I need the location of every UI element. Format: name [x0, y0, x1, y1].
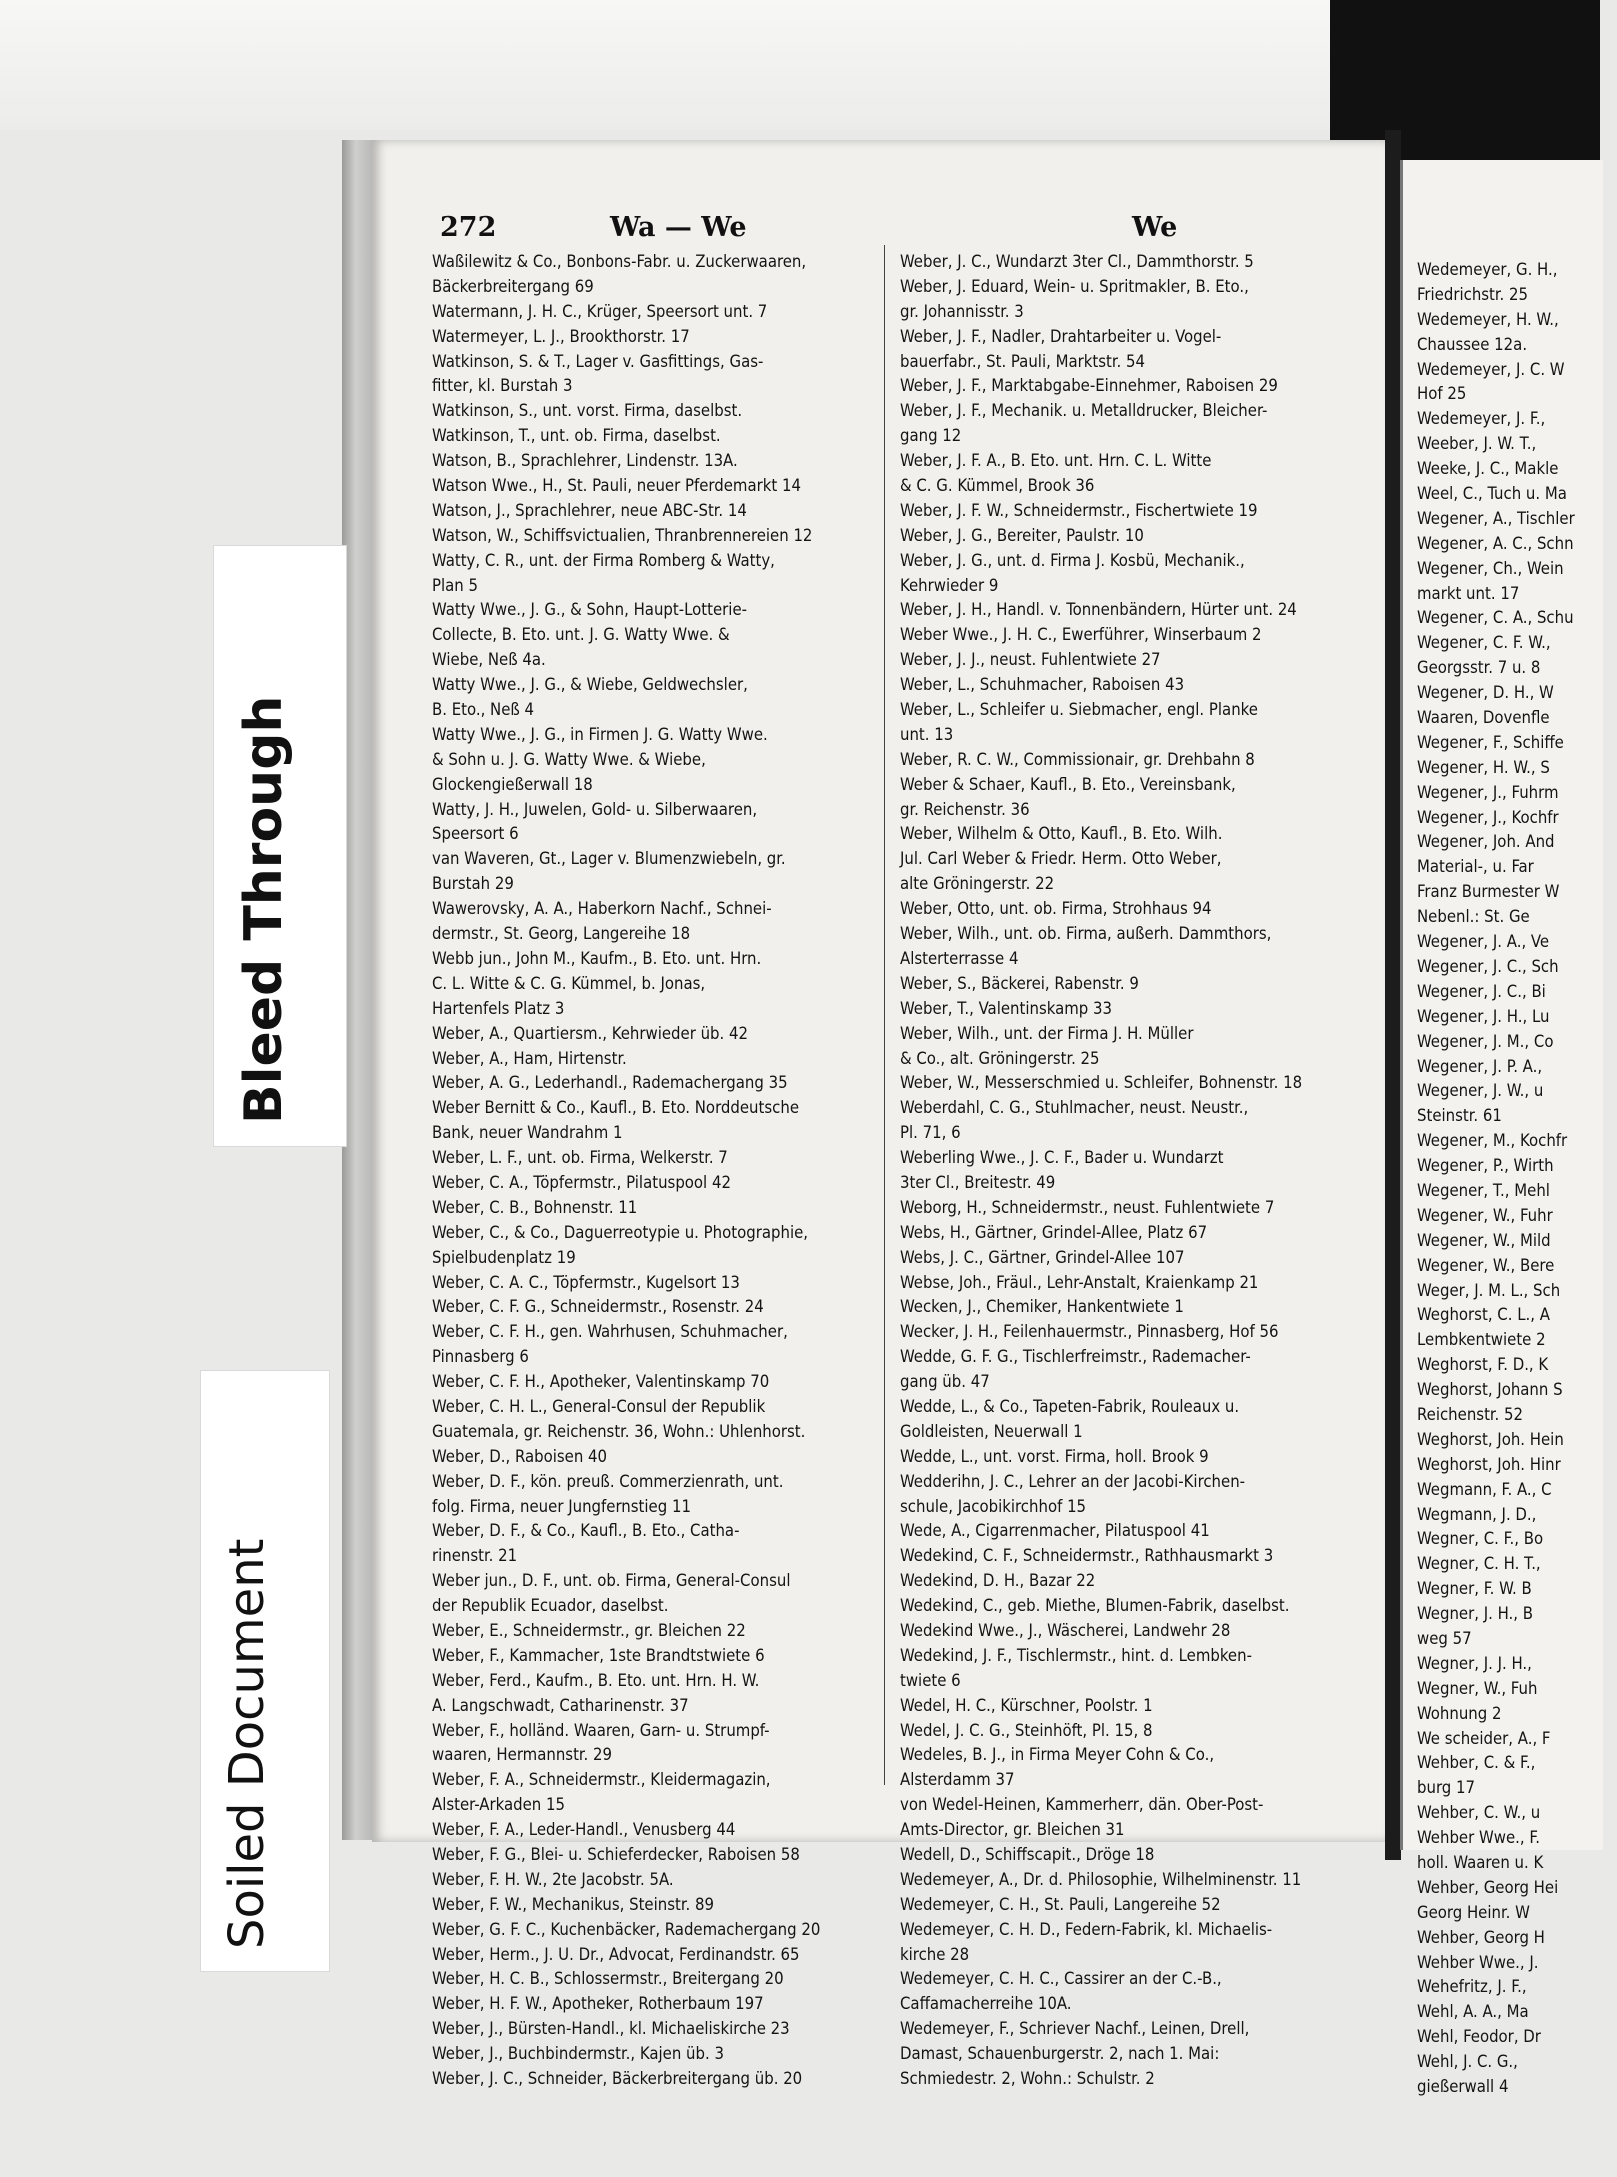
directory-entry: Weber, J. F., Nadler, Drahtarbeiter u. Vogel-	[900, 326, 1222, 346]
directory-entry: Wegener, Ch., Wein	[1417, 558, 1564, 578]
directory-entry: Weber, D., Raboisen 40	[432, 1446, 608, 1466]
directory-entry: Weberling Wwe., J. C. F., Bader u. Wundarzt	[900, 1148, 1224, 1168]
directory-entry: Wedde, L., unt. vorst. Firma, holl. Brook 9	[900, 1446, 1209, 1466]
directory-entry: Alster-Arkaden 15	[432, 1795, 565, 1815]
directory-entry: Weber & Schaer, Kaufl., B. Eto., Vereinsbank,	[900, 774, 1236, 794]
directory-entry: Weber, H. F. W., Apotheker, Rotherbaum 197	[432, 1994, 764, 2014]
directory-entry: Wedemeyer, C. H. C., Cassirer an der C.-B.,	[900, 1969, 1222, 1989]
directory-entry: Watty Wwe., J. G., & Sohn, Haupt-Lotterie-	[432, 600, 748, 620]
directory-entry: burg 17	[1417, 1778, 1475, 1798]
directory-entry: Friedrichstr. 25	[1417, 284, 1528, 304]
directory-entry: Weeber, J. W. T.,	[1417, 434, 1537, 454]
page-header-right: We	[1132, 212, 1178, 243]
bleed-through-text: Bleed Through	[234, 695, 294, 1124]
directory-entry: Weber, F. A., Schneidermstr., Kleidermagazin,	[432, 1770, 771, 1790]
directory-entry: Weber, J. F., Mechanik. u. Metalldrucker, Bleicher-	[900, 401, 1268, 421]
directory-entry: Weber, Otto, unt. ob. Firma, Strohhaus 94	[900, 899, 1212, 919]
directory-entry: Watson, B., Sprachlehrer, Lindenstr. 13A.	[432, 451, 738, 471]
directory-entry: Weber, F. H. W., 2te Jacobstr. 5A.	[432, 1869, 674, 1889]
directory-entry: Weber Bernitt & Co., Kaufl., B. Eto. Norddeutsche	[432, 1098, 800, 1118]
directory-entry: alte Gröningerstr. 22	[900, 874, 1055, 894]
directory-entry: Hof 25	[1417, 384, 1467, 404]
directory-entry: Weber, J. F. A., B. Eto. unt. Hrn. C. L. Witte	[900, 451, 1212, 471]
directory-entry: Webs, J. C., Gärtner, Grindel-Allee 107	[900, 1247, 1185, 1267]
directory-page	[372, 140, 1386, 2089]
directory-entry: gießerwall 4	[1417, 2077, 1509, 2097]
directory-entry: rinenstr. 21	[432, 1546, 518, 1566]
directory-entry: Wehber, Georg Hei	[1417, 1877, 1559, 1897]
directory-entry: Wegener, J. W., u	[1417, 1081, 1544, 1101]
directory-entry: Weghorst, C. L., A	[1417, 1305, 1550, 1325]
directory-entry: Material-, u. Far	[1417, 857, 1534, 877]
bleed-through-label	[213, 545, 347, 1147]
directory-entry: Wehl, A. A., Ma	[1417, 2002, 1529, 2022]
directory-entry: Wedekind, C. F., Schneidermstr., Rathhausmarkt 3	[900, 1546, 1274, 1566]
directory-entry: Weber, S., Bäckerei, Rabenstr. 9	[900, 973, 1139, 993]
directory-entry: der Republik Ecuador, daselbst.	[432, 1596, 669, 1616]
directory-entry: Weber, L., Schleifer u. Siebmacher, engl. Planke	[900, 700, 1258, 720]
directory-entry: Weber, F., holländ. Waaren, Garn- u. Strumpf-	[432, 1720, 770, 1740]
directory-entry: Weber, C. H. L., General-Consul der Republik	[432, 1396, 766, 1416]
directory-entry: Watty Wwe., J. G., & Wiebe, Geldwechsler,	[432, 675, 748, 695]
directory-entry: Weber, A., Ham, Hirtenstr.	[432, 1048, 627, 1068]
directory-entry: Wehber Wwe., F.	[1417, 1828, 1541, 1848]
directory-entry: Weberdahl, C. G., Stuhlmacher, neust. Neustr.,	[900, 1098, 1249, 1118]
directory-entry: Alsterdamm 37	[900, 1770, 1015, 1790]
directory-entry: Wehl, J. C. G.,	[1417, 2052, 1518, 2072]
directory-entry: Weeke, J. C., Makle	[1417, 459, 1559, 479]
directory-entry: Wegener, J. H., Lu	[1417, 1006, 1550, 1026]
directory-entry: Watty, C. R., unt. der Firma Romberg & Watty,	[432, 550, 775, 570]
directory-entry: Weel, C., Tuch u. Ma	[1417, 484, 1567, 504]
directory-entry: Hartenfels Platz 3	[432, 998, 565, 1018]
directory-entry: Weber, J. G., unt. d. Firma J. Kosbü, Mechanik.,	[900, 550, 1245, 570]
directory-entry: Franz Burmester W	[1417, 882, 1560, 902]
directory-entry: Weghorst, F. D., K	[1417, 1355, 1549, 1375]
directory-entry: Amts-Director, gr. Bleichen 31	[900, 1820, 1125, 1840]
directory-entry: Wegener, A., Tischler	[1417, 508, 1575, 528]
directory-entry: Weber, T., Valentinskamp 33	[900, 998, 1112, 1018]
directory-entry: Wedemeyer, J. C. W	[1417, 359, 1565, 379]
directory-entry: Wegner, W., Fuh	[1417, 1678, 1538, 1698]
directory-entry: Wecken, J., Chemiker, Hankentwiete 1	[900, 1297, 1184, 1317]
directory-entry: Wede, A., Cigarrenmacher, Pilatuspool 41	[900, 1521, 1210, 1541]
directory-entry: Wedel, H. C., Kürschner, Poolstr. 1	[900, 1695, 1153, 1715]
directory-entry: Wedemeyer, J. F.,	[1417, 409, 1546, 429]
directory-entry: Weber, A. G., Lederhandl., Rademachergang 35	[432, 1073, 788, 1093]
directory-entry: Watson, J., Sprachlehrer, neue ABC-Str. 14	[432, 500, 747, 520]
directory-entry: dermstr., St. Georg, Langereihe 18	[432, 924, 691, 944]
directory-entry: Nebenl.: St. Ge	[1417, 907, 1530, 927]
directory-entry: Wegener, A. C., Schn	[1417, 533, 1574, 553]
directory-entry: Weber, L. F., unt. ob. Firma, Welkerstr. 7	[432, 1148, 728, 1168]
directory-entry: Watty Wwe., J. G., in Firmen J. G. Watty Wwe.	[432, 724, 768, 744]
directory-entry: Collecte, B. Eto. unt. J. G. Watty Wwe. &	[432, 625, 730, 645]
directory-entry: Schmiedestr. 2, Wohn.: Schulstr. 2	[900, 2069, 1155, 2089]
directory-entry: Chaussee 12a.	[1417, 334, 1528, 354]
directory-entry: Waaren, Dovenfle	[1417, 708, 1550, 728]
directory-entry: We scheider, A., F	[1417, 1728, 1551, 1748]
directory-entry: A. Langschwadt, Catharinenstr. 37	[432, 1695, 689, 1715]
directory-entry: Wedde, L., & Co., Tapeten-Fabrik, Rouleaux u.	[900, 1396, 1240, 1416]
directory-entry: twiete 6	[900, 1670, 961, 1690]
directory-entry: Wehl, Feodor, Dr	[1417, 2027, 1541, 2047]
directory-entry: Wehber, C. W., u	[1417, 1803, 1541, 1823]
directory-entry: markt unt. 17	[1417, 583, 1520, 603]
directory-entry: Weber, F. W., Mechanikus, Steinstr. 89	[432, 1894, 714, 1914]
directory-entry: Wegener, J. P. A.,	[1417, 1056, 1543, 1076]
directory-entry: Weber, J. F., Marktabgabe-Einnehmer, Raboisen 29	[900, 376, 1278, 396]
directory-entry: Weber, C. A. C., Töpfermstr., Kugelsort 13	[432, 1272, 740, 1292]
directory-entry: Weber, F., Kammacher, 1ste Brandtstwiete 6	[432, 1645, 765, 1665]
directory-entry: Weber, Herm., J. U. Dr., Advocat, Ferdinandstr. 65	[432, 1944, 800, 1964]
column-divider	[884, 245, 885, 1785]
directory-entry: Wegmann, J. D.,	[1417, 1504, 1537, 1524]
directory-entry: Wegener, W., Bere	[1417, 1255, 1555, 1275]
directory-entry: Weber, W., Messerschmied u. Schleifer, Bohnenstr. 18	[900, 1073, 1303, 1093]
page-gutter	[1385, 130, 1401, 1860]
directory-entry: Bank, neuer Wandrahm 1	[432, 1123, 623, 1143]
directory-entry: Wegener, J. A., Ve	[1417, 932, 1550, 952]
directory-entry: Wedekind, C., geb. Miethe, Blumen-Fabrik, daselbst.	[900, 1596, 1290, 1616]
directory-entry: Wedemeyer, C. H. D., Federn-Fabrik, kl. Michaelis-	[900, 1919, 1273, 1939]
directory-entry: Wegener, Joh. And	[1417, 832, 1555, 852]
directory-entry: Wegener, J. C., Bi	[1417, 981, 1546, 1001]
directory-entry: Wedeles, B. J., in Firma Meyer Cohn & Co.,	[900, 1745, 1215, 1765]
directory-entry: Wehber, Georg H	[1417, 1927, 1545, 1947]
directory-entry: Wehefritz, J. F.,	[1417, 1977, 1527, 1997]
directory-entry: Wedel, J. C. G., Steinhöft, Pl. 15, 8	[900, 1720, 1153, 1740]
directory-entry: Wedemeyer, A., Dr. d. Philosophie, Wilhelminenstr. 11	[900, 1869, 1302, 1889]
directory-entry: gr. Reichenstr. 36	[900, 799, 1030, 819]
directory-entry: Weger, J. M. L., Sch	[1417, 1280, 1561, 1300]
directory-entry: Guatemala, gr. Reichenstr. 36, Wohn.: Uhlenhorst.	[432, 1421, 806, 1441]
directory-entry: Weber, C. A., Töpfermstr., Pilatuspool 42	[432, 1172, 731, 1192]
directory-entry: Wegener, H. W., S	[1417, 757, 1550, 777]
directory-entry: Wedell, D., Schiffscapit., Dröge 18	[900, 1845, 1155, 1864]
directory-entry: Watermeyer, L. J., Brookthorstr. 17	[432, 326, 690, 346]
directory-entry: Wegner, C. H. T.,	[1417, 1554, 1541, 1574]
directory-entry: Weber, J. H., Handl. v. Tonnenbändern, Hürter unt. 24	[900, 600, 1297, 620]
directory-entry: gang üb. 47	[900, 1372, 990, 1392]
directory-entry: Georg Heinr. W	[1417, 1902, 1530, 1922]
directory-entry: unt. 13	[900, 724, 954, 744]
directory-entry: Wedekind, D. H., Bazar 22	[900, 1571, 1096, 1591]
directory-entry: Wedemeyer, G. H.,	[1417, 260, 1558, 279]
directory-entry: Wegener, J. M., Co	[1417, 1031, 1554, 1051]
directory-entry: Wedde, G. F. G., Tischlerfreimstr., Rademacher-	[900, 1347, 1251, 1367]
directory-entry: Jul. Carl Weber & Friedr. Herm. Otto Weber,	[900, 849, 1222, 869]
directory-entry: Waßilewitz & Co., Bonbons-Fabr. u. Zuckerwaaren,	[432, 252, 807, 271]
directory-entry: kirche 28	[900, 1944, 970, 1964]
directory-entry: Weber, C. F. H., gen. Wahrhusen, Schuhmacher,	[432, 1322, 788, 1342]
directory-entry: Weber jun., D. F., unt. ob. Firma, General-Consul	[432, 1571, 791, 1591]
directory-entry: Wegener, C. F. W.,	[1417, 633, 1551, 653]
directory-entry: Caffamacherreihe 10A.	[900, 1994, 1072, 2014]
directory-entry: Weber, Wilh., unt. der Firma J. H. Müller	[900, 1023, 1194, 1043]
directory-entry: Wegmann, F. A., C	[1417, 1479, 1552, 1499]
directory-entry: Wedemeyer, C. H., St. Pauli, Langereihe 52	[900, 1894, 1221, 1914]
directory-entry: gr. Johannisstr. 3	[900, 301, 1024, 321]
directory-entry: Watson, W., Schiffsvictualien, Thranbrennereien 12	[432, 525, 813, 545]
directory-entry: Wegener, F., Schiffe	[1417, 732, 1564, 752]
directory-entry: & C. G. Kümmel, Brook 36	[900, 476, 1095, 496]
left-column	[432, 250, 877, 2092]
directory-entry: Weber, C. F. H., Apotheker, Valentinskamp 70	[432, 1372, 770, 1392]
directory-entry: Wedemeyer, H. W.,	[1417, 309, 1559, 329]
directory-entry: Wegener, J., Kochfr	[1417, 807, 1559, 827]
directory-entry: Weber, F. G., Blei- u. Schieferdecker, Raboisen 58	[432, 1845, 800, 1864]
directory-entry: Wedderihn, J. C., Lehrer an der Jacobi-Kirchen-	[900, 1471, 1246, 1491]
directory-entry: Wegner, J. J. H.,	[1417, 1653, 1532, 1673]
directory-entry: Watkinson, T., unt. ob. Firma, daselbst.	[432, 426, 721, 446]
directory-entry: Weber, J., Bürsten-Handl., kl. Michaeliskirche 23	[432, 2019, 790, 2039]
directory-entry: Watty, J. H., Juwelen, Gold- u. Silberwaaren,	[432, 799, 758, 819]
directory-entry: Spielbudenplatz 19	[432, 1247, 576, 1267]
directory-entry: B. Eto., Neß 4	[432, 700, 535, 720]
directory-entry: Bäckerbreitergang 69	[432, 276, 594, 296]
directory-entry: Weghorst, Joh. Hinr	[1417, 1454, 1561, 1474]
directory-entry: Weber, J. C., Schneider, Bäckerbreitergang üb. 20	[432, 2069, 803, 2089]
directory-entry: Pinnasberg 6	[432, 1347, 529, 1367]
right-column	[900, 250, 1380, 2092]
directory-entry: Burstah 29	[432, 874, 514, 894]
directory-entry: Wegner, C. F., Bo	[1417, 1529, 1544, 1549]
directory-entry: Webb jun., John M., Kaufm., B. Eto. unt. Hrn.	[432, 948, 762, 968]
directory-entry: Weber, J. F. W., Schneidermstr., Fischertwiete 19	[900, 500, 1258, 520]
directory-entry: Wehber, C. & F.,	[1417, 1753, 1536, 1773]
directory-entry: Wegener, D. H., W	[1417, 683, 1554, 703]
directory-entry: Weber, E., Schneidermstr., gr. Bleichen 22	[432, 1620, 746, 1640]
directory-entry: Lembkentwiete 2	[1417, 1330, 1546, 1350]
directory-entry: Alsterterrasse 4	[900, 948, 1019, 968]
directory-entry: von Wedel-Heinen, Kammerherr, dän. Ober-Post-	[900, 1795, 1264, 1815]
directory-entry: fitter, kl. Burstah 3	[432, 376, 573, 396]
directory-entry: Weghorst, Joh. Hein	[1417, 1429, 1564, 1449]
directory-entry: Watson Wwe., H., St. Pauli, neuer Pferdemarkt 14	[432, 476, 801, 496]
directory-entry: Weber, C. B., Bohnenstr. 11	[432, 1197, 638, 1217]
directory-entry: holl. Waaren u. K	[1417, 1853, 1544, 1872]
book-spine	[342, 140, 376, 1840]
directory-entry: Weber, R. C. W., Commissionair, gr. Drehbahn 8	[900, 749, 1255, 769]
directory-entry: & Sohn u. J. G. Watty Wwe. & Wiebe,	[432, 749, 706, 769]
directory-entry: Weber, Ferd., Kaufm., B. Eto. unt. Hrn. H. W.	[432, 1670, 760, 1690]
directory-entry: Reichenstr. 52	[1417, 1404, 1523, 1424]
directory-entry: Webse, Joh., Fräul., Lehr-Anstalt, Kraienkamp 21	[900, 1272, 1259, 1292]
directory-entry: Weborg, H., Schneidermstr., neust. Fuhlentwiete 7	[900, 1197, 1275, 1217]
directory-entry: Plan 5	[432, 575, 478, 595]
soiled-document-label	[200, 1370, 330, 1972]
directory-entry: Watermann, J. H. C., Krüger, Speersort unt. 7	[432, 301, 768, 321]
directory-entry: Weber, J. J., neust. Fuhlentwiete 27	[900, 650, 1161, 670]
page-number: 272	[440, 212, 497, 243]
directory-entry: Weber Wwe., J. H. C., Ewerführer, Winserbaum 2	[900, 625, 1262, 645]
directory-entry: weg 57	[1417, 1628, 1472, 1648]
directory-entry: Wegner, J. H., B	[1417, 1604, 1534, 1624]
directory-entry: Webs, H., Gärtner, Grindel-Allee, Platz 67	[900, 1222, 1208, 1242]
page-header-left: Wa — We	[610, 212, 747, 243]
directory-entry: Weber, L., Schuhmacher, Raboisen 43	[900, 675, 1185, 695]
directory-entry: Wegener, T., Mehl	[1417, 1180, 1550, 1200]
directory-entry: Wedemeyer, F., Schriever Nachf., Leinen, Drell,	[900, 2019, 1250, 2039]
directory-entry: schule, Jacobikirchhof 15	[900, 1496, 1087, 1516]
directory-entry: Weghorst, Johann S	[1417, 1380, 1563, 1400]
directory-entry: Pl. 71, 6	[900, 1123, 961, 1143]
directory-entry: Weber, Wilhelm & Otto, Kaufl., B. Eto. Wilh.	[900, 824, 1223, 844]
directory-entry: Wawerovsky, A. A., Haberkorn Nachf., Schnei-	[432, 899, 772, 919]
directory-entry: Watkinson, S. & T., Lager v. Gasfittings, Gas-	[432, 351, 764, 371]
directory-entry: Speersort 6	[432, 824, 519, 844]
directory-entry: Wohnung 2	[1417, 1703, 1502, 1723]
directory-entry: Weber, J. Eduard, Wein- u. Spritmakler, B. Eto.,	[900, 276, 1249, 296]
directory-entry: & Co., alt. Gröningerstr. 25	[900, 1048, 1100, 1068]
directory-entry: Wecker, J. H., Feilenhauermstr., Pinnasberg, Hof 56	[900, 1322, 1279, 1342]
directory-entry: folg. Firma, neuer Jungfernstieg 11	[432, 1496, 691, 1516]
directory-entry: waaren, Hermannstr. 29	[432, 1745, 612, 1765]
directory-entry: Weber, G. F. C., Kuchenbäcker, Rademachergang 20	[432, 1919, 821, 1939]
directory-entry: Weber, J. G., Bereiter, Paulstr. 10	[900, 525, 1144, 545]
directory-entry: Wegener, P., Wirth	[1417, 1156, 1554, 1176]
far-right-column	[1417, 258, 1617, 2100]
directory-entry: bauerfabr., St. Pauli, Marktstr. 54	[900, 351, 1145, 371]
directory-entry: Weber, D. F., & Co., Kaufl., B. Eto., Catha-	[432, 1521, 740, 1541]
directory-entry: Wedekind, J. F., Tischlermstr., hint. d. Lembken-	[900, 1645, 1252, 1665]
directory-entry: C. L. Witte & C. G. Kümmel, b. Jonas,	[432, 973, 706, 993]
directory-entry: Goldleisten, Neuerwall 1	[900, 1421, 1083, 1441]
directory-entry: Wiebe, Neß 4a.	[432, 650, 546, 670]
directory-entry: Wegener, W., Mild	[1417, 1230, 1551, 1250]
facing-page	[1400, 160, 1603, 2097]
directory-entry: Glockengießerwall 18	[432, 774, 593, 794]
directory-entry: Weber, J., Buchbindermstr., Kajen üb. 3	[432, 2044, 724, 2064]
directory-entry: Watkinson, S., unt. vorst. Firma, daselbst.	[432, 401, 743, 421]
directory-entry: Georgsstr. 7 u. 8	[1417, 658, 1541, 678]
directory-entry: Wegener, M., Kochfr	[1417, 1131, 1568, 1151]
directory-entry: gang 12	[900, 426, 962, 446]
directory-entry: van Waveren, Gt., Lager v. Blumenzwiebeln, gr.	[432, 849, 786, 869]
directory-entry: Weber, C., & Co., Daguerreotypie u. Photographie,	[432, 1222, 809, 1242]
directory-entry: Wegener, C. A., Schu	[1417, 608, 1574, 628]
directory-entry: Weber, Wilh., unt. ob. Firma, außerh. Dammthors,	[900, 924, 1272, 944]
directory-entry: 3ter Cl., Breitestr. 49	[900, 1172, 1056, 1192]
directory-entry: Weber, C. F. G., Schneidermstr., Rosenstr. 24	[432, 1297, 764, 1317]
directory-entry: Wegener, J., Fuhrm	[1417, 782, 1559, 802]
directory-entry: Wegner, F. W. B	[1417, 1579, 1532, 1599]
directory-entry: Wehber Wwe., J.	[1417, 1952, 1539, 1972]
directory-entry: Weber, D. F., kön. preuß. Commerzienrath, unt.	[432, 1471, 784, 1491]
directory-entry: Steinstr. 61	[1417, 1106, 1502, 1126]
directory-entry: Wedekind Wwe., J., Wäscherei, Landwehr 28	[900, 1620, 1231, 1640]
directory-entry: Weber, A., Quartiersm., Kehrwieder üb. 42	[432, 1023, 749, 1043]
directory-entry: Damast, Schauenburgerstr. 2, nach 1. Mai:	[900, 2044, 1220, 2064]
directory-entry: Weber, H. C. B., Schlossermstr., Breitergang 20	[432, 1969, 784, 1989]
directory-entry: Wegener, J. C., Sch	[1417, 956, 1559, 976]
directory-entry: Wegener, W., Fuhr	[1417, 1205, 1553, 1225]
directory-entry: Kehrwieder 9	[900, 575, 999, 595]
directory-entry: Weber, F. A., Leder-Handl., Venusberg 44	[432, 1820, 736, 1840]
soiled-document-text: Soiled Document	[219, 1538, 275, 1949]
directory-entry: Weber, J. C., Wundarzt 3ter Cl., Dammthorstr. 5	[900, 252, 1254, 271]
